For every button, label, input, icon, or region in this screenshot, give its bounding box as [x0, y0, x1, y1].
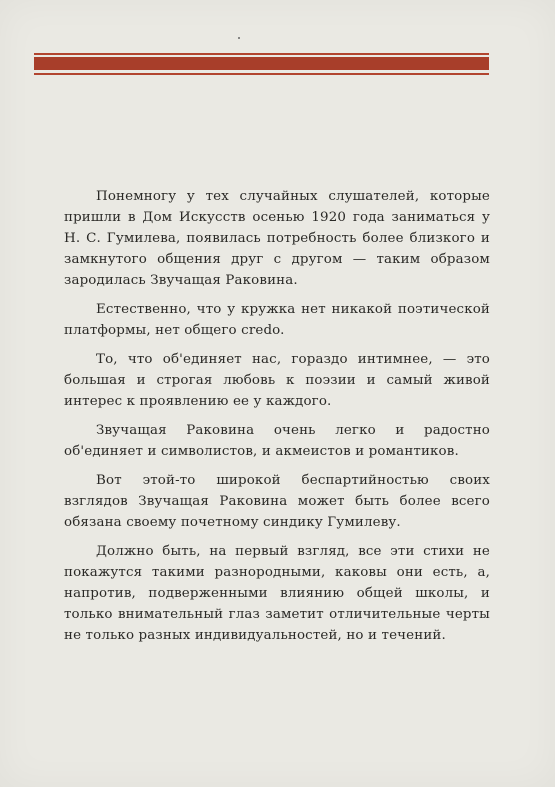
- band-rule-thick: [34, 57, 489, 70]
- decorative-header-band: [34, 53, 489, 75]
- paragraph-4: Звучащая Раковина очень легко и радостно об'единяет и символистов, и акмеистов и романтиков.: [64, 423, 490, 459]
- paragraph-3: То, что об'единяет нас, гораздо интимнее, — это большая и строгая любовь к поэзии и самый живой интерес к проявлению ее у каждого.: [64, 352, 490, 409]
- paragraph-1: Понемногу у тех случайных слушателей, которые пришли в Дом Искусств осенью 1920 года заниматься у Н. С. Гумилева, появилась потребность более близкого и замкнутого общения друг с другом — таким образом зародилась Звучащая Раковина.: [64, 189, 490, 288]
- body-text: [64, 186, 490, 654]
- paragraph-6: Должно быть, на первый взгляд, все эти стихи не покажутся такими разнородными, каковы они есть, а, напротив, подверженными влиянию общей школы, и только внимательный глаз заметит отличительные черты не только разных индивидуальностей, но и течений.: [64, 544, 490, 643]
- paragraph-2: Естественно, что у кружка нет никакой поэтической платформы, нет общего credo.: [64, 302, 490, 338]
- paragraph-5: Вот этой-то широкой беспартийностью своих взглядов Звучащая Раковина может быть более всего обязана своему почетному синдику Гумилеву.: [64, 473, 490, 530]
- band-rule-bottom: [34, 73, 489, 75]
- band-rule-top: [34, 53, 489, 55]
- ink-speck: [238, 37, 240, 39]
